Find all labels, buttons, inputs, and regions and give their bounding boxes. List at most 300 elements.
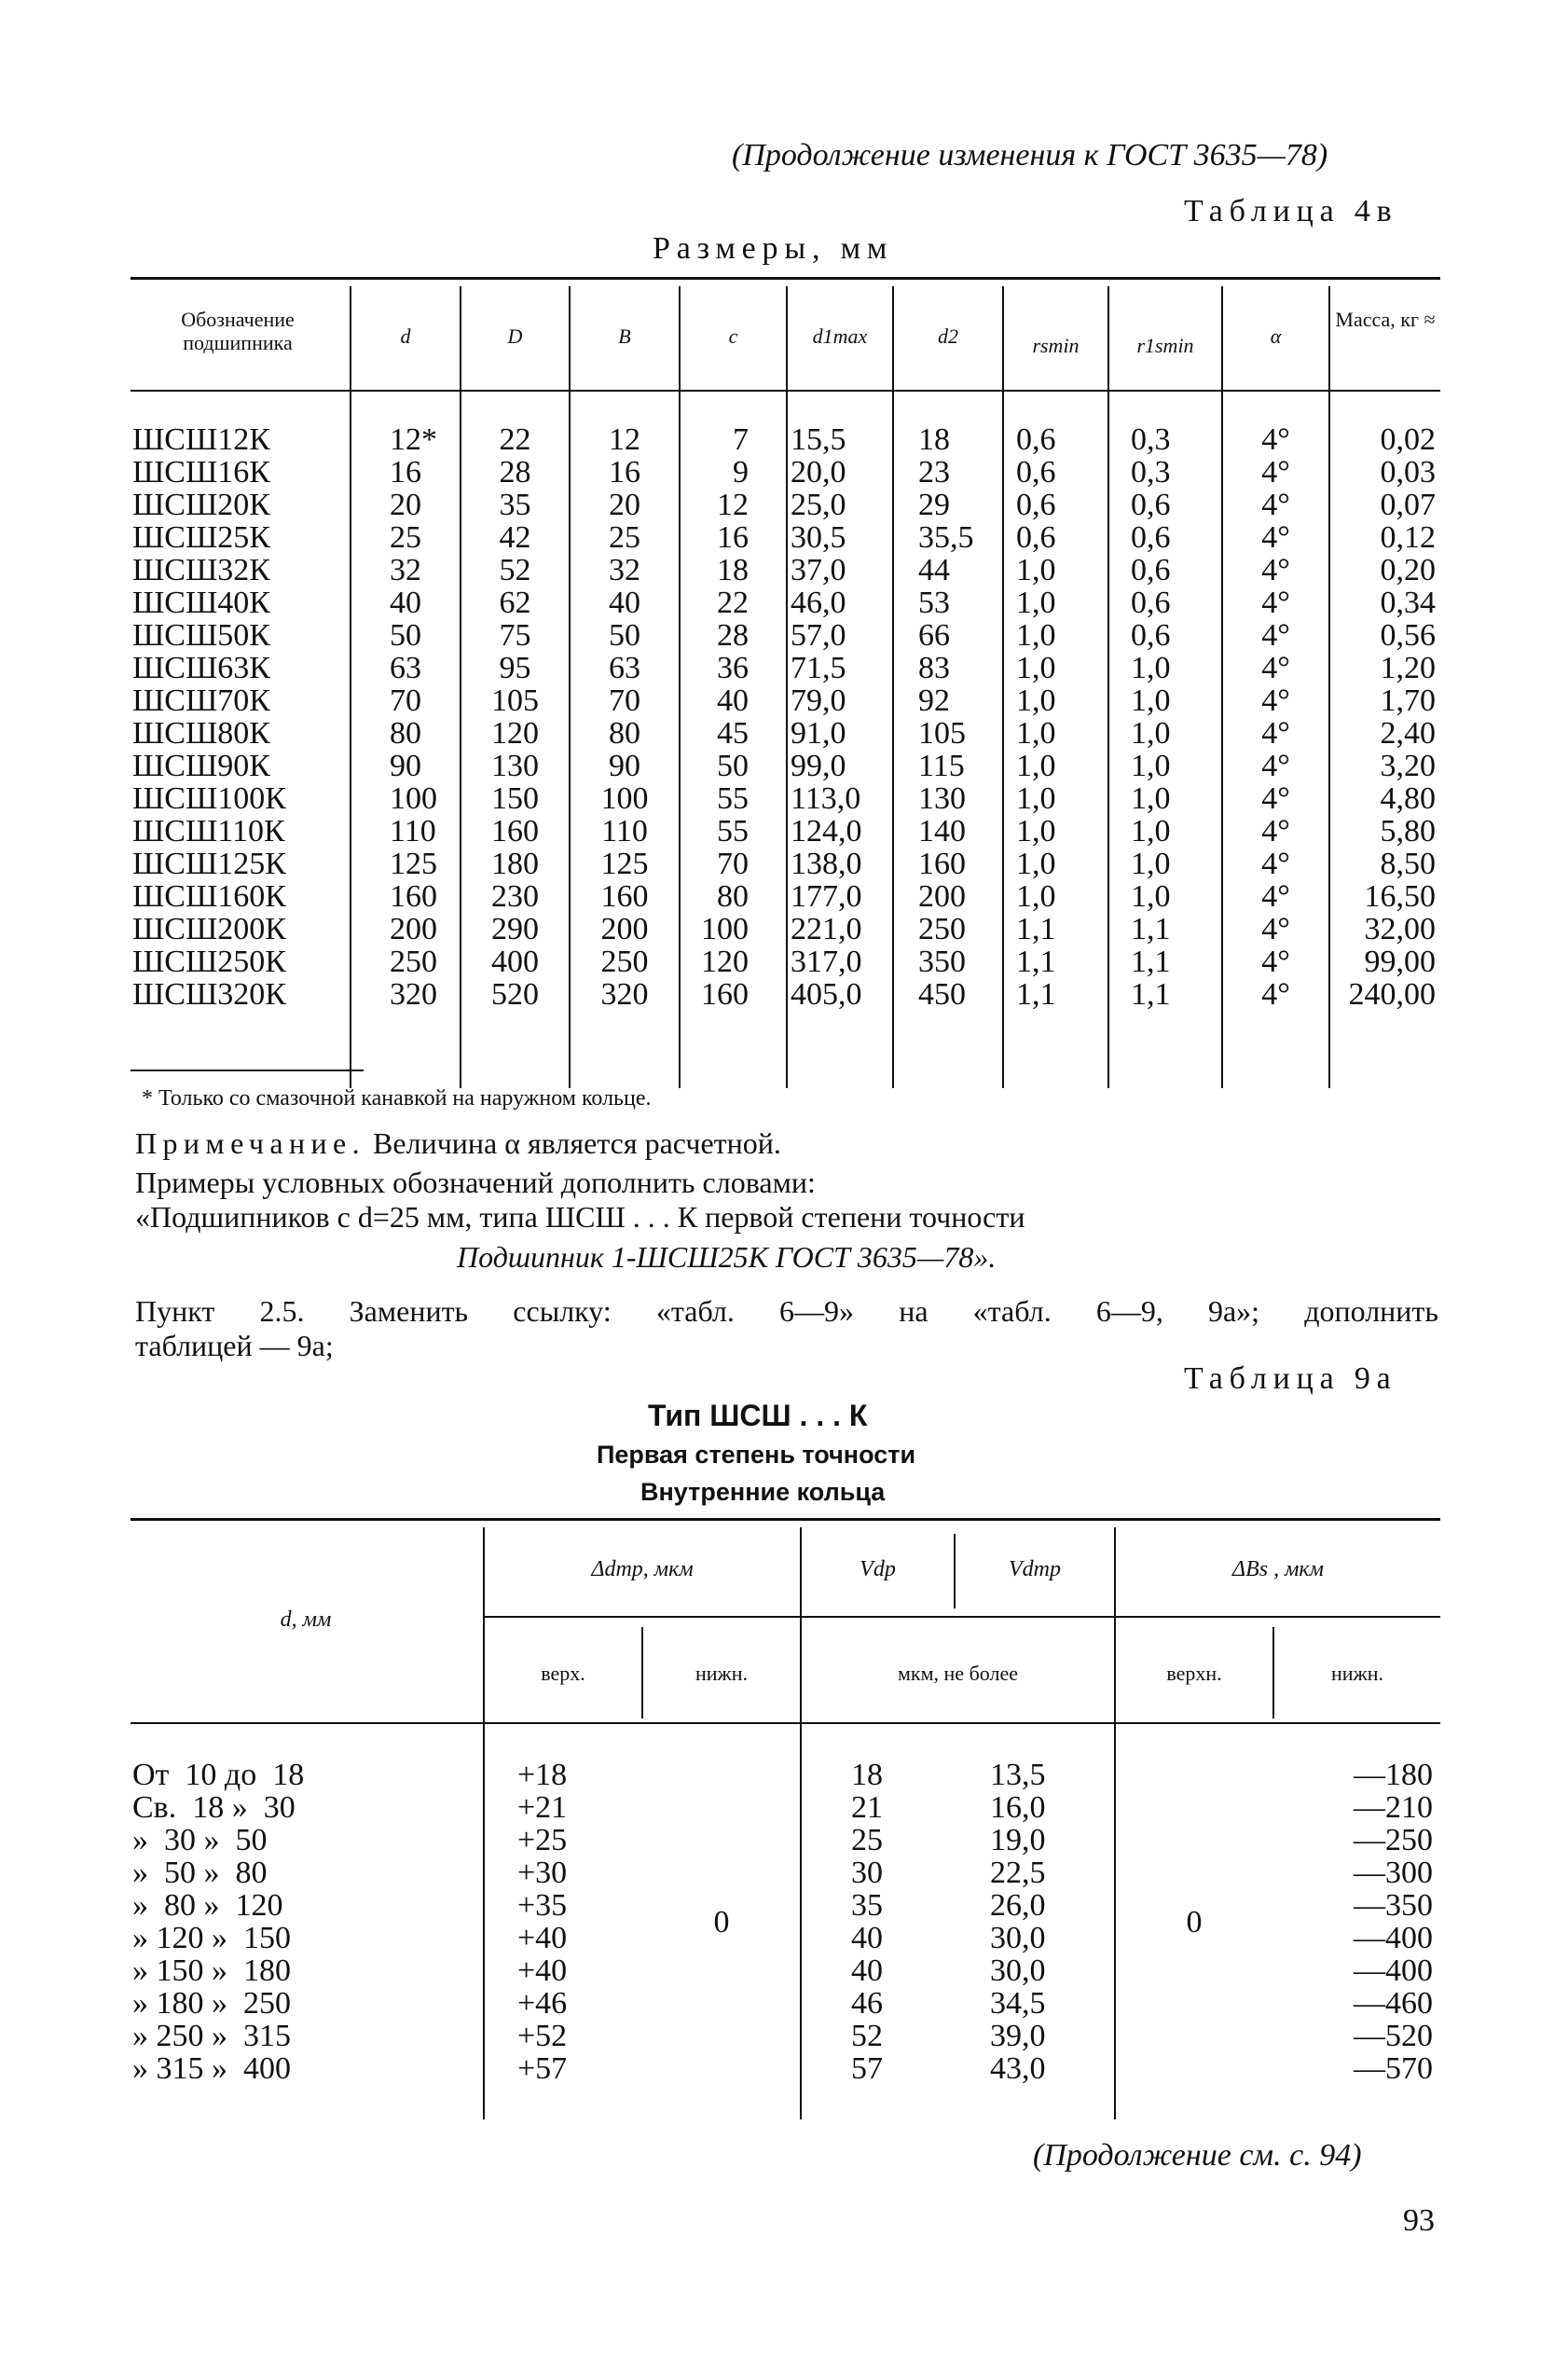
table-cell: Св. 18 » 30 (132, 1790, 296, 1825)
table-cell: 110 (390, 814, 436, 849)
table-cell: 2,40 (1380, 716, 1436, 751)
table-cell: 16 (609, 455, 640, 490)
table-cell: 100 (701, 912, 749, 946)
table-cell: 0,02 (1380, 422, 1436, 457)
table-cell: 150 (491, 781, 539, 816)
table-cell: —180 (1354, 1758, 1433, 1792)
table-cell: 0,07 (1380, 488, 1436, 522)
table-cell: 320 (390, 977, 437, 1012)
table-cell: 1,0 (1131, 814, 1171, 849)
mass-column (1330, 423, 1436, 1011)
page-number: 93 (1403, 2203, 1435, 2238)
table4-label: Таблица 4в (1184, 194, 1398, 228)
table-cell: 4° (1261, 716, 1290, 751)
table-cell: 200 (600, 912, 649, 946)
table-cell: 4° (1261, 879, 1290, 914)
col-header-d2: d2 (938, 324, 958, 348)
table-cell: +21 (517, 1790, 568, 1825)
table-cell: 30,0 (990, 1921, 1046, 1955)
examples-line-1: Примеры условных обозначений дополнить словами: (135, 1166, 816, 1199)
table-cell: 40 (717, 683, 749, 718)
table-cell: 4° (1261, 586, 1290, 620)
table-cell: 83 (918, 651, 950, 685)
table-cell: 200 (390, 912, 437, 946)
table-cell: 0,6 (1016, 422, 1056, 457)
table-cell: 25 (609, 520, 640, 555)
continuation-footer: (Продолжение см. с. 94) (1033, 2138, 1362, 2173)
vdmp-column (990, 1759, 1107, 2085)
table-cell: 1,1 (1016, 977, 1056, 1012)
table-cell: 520 (491, 977, 539, 1012)
table-cell: 57 (851, 2051, 883, 2086)
col-header-D: D (507, 324, 523, 348)
table-cell: 180 (491, 847, 539, 881)
table9a-subheader-rule (485, 1616, 1440, 1618)
table-cell: 4,80 (1380, 781, 1436, 816)
table-cell: ШСШ12К (132, 422, 270, 457)
table-cell: 110 (601, 814, 648, 849)
continuation-header: (Продолжение изменения к ГОСТ 3635—78) (732, 138, 1328, 173)
table-cell: 160 (600, 879, 649, 914)
d1max-column (791, 423, 891, 1011)
table-cell: 40 (851, 1953, 883, 1988)
table-cell: 91,0 (791, 716, 846, 751)
header-upper: верх. (541, 1662, 585, 1685)
table-cell: +52 (517, 2019, 568, 2053)
punkt-line-1: Пункт 2.5. Заменить ссылку: «табл. 6—9» на «табл. 6—9, 9а»; дополнить (135, 1294, 1438, 1328)
table-cell: 120 (491, 716, 539, 751)
table4-col-divider (892, 286, 894, 1088)
table-cell: ШСШ32К (132, 553, 270, 587)
table-cell: 140 (918, 814, 966, 849)
table-cell: —210 (1354, 1790, 1433, 1825)
table-cell: 124,0 (791, 814, 862, 849)
table-cell: 80 (717, 879, 749, 914)
table-cell: 0,6 (1016, 520, 1056, 555)
table-cell: +46 (517, 1986, 568, 2021)
table-cell: 28 (717, 618, 749, 653)
table-cell: 15,5 (791, 422, 846, 457)
table-cell: 50 (609, 618, 640, 653)
vdp-column (802, 1759, 932, 2085)
table-cell: 52 (499, 553, 531, 587)
table-cell: 40 (609, 586, 640, 620)
table-cell: 0,6 (1016, 488, 1056, 522)
table-cell: 400 (491, 945, 539, 979)
table4-col-divider (350, 286, 351, 1088)
table-cell: 7 (733, 422, 749, 457)
table9a-col-divider (483, 1527, 485, 2119)
table-cell: 230 (491, 879, 539, 914)
table-cell: 28 (499, 455, 531, 490)
table-cell: 0,6 (1131, 488, 1171, 522)
table-cell: 18 (851, 1758, 883, 1792)
table-cell: 120 (701, 945, 749, 979)
table-cell: » 180 » 250 (132, 1986, 291, 2021)
table-cell: 52 (851, 2019, 883, 2053)
header-vdmp: Vdmp (1009, 1557, 1061, 1581)
col-header-B: B (618, 324, 631, 348)
table-cell: +40 (517, 1921, 568, 1955)
table-cell: —300 (1354, 1856, 1433, 1890)
table-cell: 32,00 (1364, 912, 1436, 946)
table9a-title-2: Первая степень точности (597, 1441, 916, 1469)
table-cell: 16,50 (1364, 879, 1436, 914)
rsmin-column (1016, 423, 1107, 1011)
table-cell: 100 (390, 781, 437, 816)
table-cell: 1,0 (1016, 847, 1056, 881)
table-cell: 21 (851, 1790, 883, 1825)
table-cell: 4° (1261, 422, 1290, 457)
d-column (390, 423, 460, 1011)
table-cell: 4° (1261, 977, 1290, 1012)
table-cell: 0,20 (1380, 553, 1436, 587)
table-cell: ШСШ100К (132, 781, 286, 816)
table-cell: 46 (851, 1986, 883, 2021)
table-cell: 3,20 (1380, 749, 1436, 783)
note-label: Примечание. (135, 1126, 366, 1160)
table-cell: ШСШ250К (132, 945, 286, 979)
col-header-mass: Масса, кг ≈ (1335, 308, 1436, 331)
table-cell: 34,5 (990, 1986, 1046, 2021)
table-cell: 23 (918, 455, 950, 490)
table-cell: 43,0 (990, 2051, 1046, 2086)
table-cell: 1,0 (1016, 618, 1056, 653)
table-cell: —400 (1354, 1953, 1433, 1988)
table-cell: 22 (717, 586, 749, 620)
header-lower2: нижн. (1330, 1662, 1384, 1685)
table-cell: 320 (600, 977, 649, 1012)
table-cell: 30,0 (990, 1953, 1046, 1988)
table-cell: 160 (390, 879, 437, 914)
table-cell: 4° (1261, 618, 1290, 653)
table-cell: ШСШ40К (132, 586, 270, 620)
col-header-d1max: d1max (812, 324, 868, 348)
table4-top-rule (131, 277, 1440, 280)
table-cell: 0,12 (1380, 520, 1436, 555)
table-cell: 1,0 (1131, 879, 1171, 914)
table4-col-divider (1107, 286, 1109, 1088)
table-cell: 18 (717, 553, 749, 587)
table-cell: 44 (918, 553, 950, 587)
table-cell: 42 (499, 520, 531, 555)
table-cell: 4° (1261, 553, 1290, 587)
table-cell: ШСШ200К (132, 912, 286, 946)
table-cell: 1,0 (1016, 586, 1056, 620)
table-cell: 1,1 (1016, 912, 1056, 946)
table-cell: 16 (717, 520, 749, 555)
table-cell: 70 (390, 683, 421, 718)
header-delta-bs: ΔBs , мкм (1232, 1557, 1324, 1581)
table-cell: 125 (390, 847, 437, 881)
note-text: Величина α является расчетной. (373, 1126, 781, 1160)
table-cell: 130 (918, 781, 966, 816)
table-cell: —350 (1354, 1888, 1433, 1923)
table-cell: 90 (390, 749, 421, 783)
table-cell: 317,0 (791, 945, 862, 979)
table-cell: 99,0 (791, 749, 846, 783)
header-upper2: верхн. (1166, 1662, 1222, 1685)
table-cell: 4° (1261, 683, 1290, 718)
table-cell: ШСШ90К (132, 749, 270, 783)
table-cell: 57,0 (791, 618, 846, 653)
table-cell: 37,0 (791, 553, 846, 587)
table-cell: 40 (390, 586, 421, 620)
table4-title: Размеры, мм (653, 231, 894, 266)
table-cell: » 120 » 150 (132, 1921, 291, 1955)
table-cell: 0,3 (1131, 422, 1171, 457)
table-cell: 36 (717, 651, 749, 685)
table-cell: 0,56 (1380, 618, 1436, 653)
table-cell: 50 (390, 618, 421, 653)
table-cell: 160 (701, 977, 749, 1012)
table-cell: 1,0 (1131, 781, 1171, 816)
d2-column (918, 423, 1002, 1011)
table-cell: 39,0 (990, 2019, 1046, 2053)
table-cell: 4° (1261, 488, 1290, 522)
table-cell: 63 (609, 651, 640, 685)
table-cell: 250 (390, 945, 437, 979)
examples-line-3: Подшипник 1-ШСШ25К ГОСТ 3635—78». (457, 1240, 997, 1274)
col-header-r1smin: r1smin (1136, 334, 1194, 357)
table-cell: 1,0 (1016, 814, 1056, 849)
table-cell: 13,5 (990, 1758, 1046, 1792)
table9a-col-divider (1114, 1527, 1116, 2119)
c-column (681, 423, 749, 1011)
table-cell: 70 (717, 847, 749, 881)
table-cell: 79,0 (791, 683, 846, 718)
table-cell: 0,6 (1131, 520, 1171, 555)
table9a-header-rule (131, 1722, 1440, 1724)
table-cell: 1,0 (1016, 553, 1056, 587)
table-cell: 12 (717, 488, 749, 522)
table-cell: 0,6 (1016, 455, 1056, 490)
table-cell: —460 (1354, 1986, 1433, 2021)
header-lower: нижн. (695, 1662, 749, 1685)
table-cell: 1,0 (1131, 651, 1171, 685)
table-cell: 450 (918, 977, 966, 1012)
table4-col-divider (1002, 286, 1004, 1088)
table-cell: +30 (517, 1856, 568, 1890)
dmp-upper-column (517, 1759, 629, 2085)
table-cell: 1,1 (1131, 945, 1171, 979)
table-cell: 55 (717, 781, 749, 816)
table-cell: 25,0 (791, 488, 846, 522)
table-cell: 71,5 (791, 651, 846, 685)
table-cell: 1,1 (1131, 977, 1171, 1012)
table-cell: 4° (1261, 847, 1290, 881)
table-cell: 4° (1261, 520, 1290, 555)
bs-lower-column (1274, 1759, 1433, 2085)
table-cell: ШСШ50К (132, 618, 270, 653)
table-cell: 125 (600, 847, 649, 881)
table-cell: 113,0 (791, 781, 861, 816)
table-cell: 22,5 (990, 1856, 1046, 1890)
table-cell: 1,0 (1131, 749, 1171, 783)
table-cell: 40 (851, 1921, 883, 1955)
table-cell: 0,6 (1131, 553, 1171, 587)
alpha-column (1223, 423, 1328, 1011)
table-cell: 35 (499, 488, 531, 522)
table-cell: 25 (390, 520, 421, 555)
table-cell: 250 (600, 945, 649, 979)
table4-bottom-rule (131, 1070, 364, 1071)
table-cell: 8,50 (1380, 847, 1436, 881)
examples-line-2: «Подшипников с d=25 мм, типа ШСШ . . . К первой степени точности (135, 1200, 1025, 1234)
table-cell: 177,0 (791, 879, 862, 914)
table-cell: 80 (390, 716, 421, 751)
table-cell: 75 (499, 618, 531, 653)
dmp-lower-value: 0 (713, 1905, 730, 1939)
table4-col-divider (786, 286, 788, 1088)
table-cell: ШСШ16К (132, 455, 270, 490)
table-cell: 1,20 (1380, 651, 1436, 685)
table-cell: 4° (1261, 651, 1290, 685)
table-cell: 1,0 (1016, 716, 1056, 751)
table-cell: 1,0 (1016, 651, 1056, 685)
r1smin-column (1131, 423, 1221, 1011)
table-cell: 138,0 (791, 847, 862, 881)
table-cell: ШСШ160К (132, 879, 286, 914)
table-cell: 4° (1261, 912, 1290, 946)
table-cell: 9 (733, 455, 749, 490)
table-cell: 1,1 (1131, 912, 1171, 946)
col-header-rsmin: rsmin (1032, 334, 1080, 357)
table-cell: 1,0 (1131, 847, 1171, 881)
col-header-alpha: α (1270, 324, 1282, 348)
table-cell: —250 (1354, 1823, 1433, 1857)
table-cell: —570 (1354, 2051, 1433, 2086)
table-cell: 90 (609, 749, 640, 783)
table-cell: 99,00 (1364, 945, 1436, 979)
table-cell: 290 (491, 912, 539, 946)
col-header-c: c (728, 324, 738, 348)
table-cell: 100 (600, 781, 649, 816)
table-cell: ШСШ320К (132, 977, 286, 1012)
table-cell: ШСШ125К (132, 847, 286, 881)
table-cell: 0,03 (1380, 455, 1436, 490)
table-cell: +18 (517, 1758, 568, 1792)
table-cell: 35,5 (918, 520, 974, 555)
table-cell: 240,00 (1348, 977, 1436, 1012)
table-cell: 4° (1261, 945, 1290, 979)
table-cell: 12 (609, 422, 640, 457)
table-cell: 1,0 (1016, 879, 1056, 914)
table-cell: 16,0 (990, 1790, 1046, 1825)
table-cell: 35 (851, 1888, 883, 1923)
col-header-designation: Обозначение подшипника (181, 308, 295, 355)
table-cell: 32 (609, 553, 640, 587)
table-cell: От 10 до 18 (132, 1758, 305, 1792)
table-cell: 55 (717, 814, 749, 849)
table-cell: 4° (1261, 749, 1290, 783)
note-line (135, 1126, 781, 1161)
table-cell: 105 (491, 683, 539, 718)
table-cell: ШСШ20К (132, 488, 270, 522)
table-cell: +57 (517, 2051, 568, 2086)
table-cell: 4° (1261, 814, 1290, 849)
table-cell: —520 (1354, 2019, 1433, 2053)
table-cell: 53 (918, 586, 950, 620)
table-cell: 16 (390, 455, 421, 490)
table-cell: ШСШ25К (132, 520, 270, 555)
table9a-title-1: Тип ШСШ . . . К (648, 1399, 868, 1432)
table-cell: 30 (851, 1856, 883, 1890)
table-cell: 405,0 (791, 977, 862, 1012)
table-cell: 22 (499, 422, 531, 457)
header-mkm-max: мкм, не более (898, 1662, 1018, 1685)
table-cell: 80 (609, 716, 640, 751)
table-cell: 160 (491, 814, 539, 849)
table-cell: 1,0 (1131, 683, 1171, 718)
table-cell: 62 (499, 586, 531, 620)
table-cell: 4° (1261, 781, 1290, 816)
table-cell: 12* (390, 422, 437, 457)
table-cell: » 80 » 120 (132, 1888, 283, 1923)
table-cell: 19,0 (990, 1823, 1046, 1857)
header-delta-dmp: Δdmp, мкм (591, 1557, 694, 1581)
table9a-top-rule (131, 1518, 1440, 1521)
table-cell: 30,5 (791, 520, 846, 555)
table-cell: 46,0 (791, 586, 846, 620)
table-cell: 105 (918, 716, 966, 751)
table-cell: 63 (390, 651, 421, 685)
table-cell: —400 (1354, 1921, 1433, 1955)
table-cell: 221,0 (791, 912, 862, 946)
table-cell: 0,6 (1131, 586, 1171, 620)
bs-upper-value: 0 (1186, 1905, 1203, 1939)
table-cell: +35 (517, 1888, 568, 1923)
table-cell: 350 (918, 945, 966, 979)
table-cell: 32 (390, 553, 421, 587)
table-cell: 92 (918, 683, 950, 718)
table-cell: 130 (491, 749, 539, 783)
table-cell: 0,6 (1131, 618, 1171, 653)
table-cell: 1,1 (1016, 945, 1056, 979)
table-cell: +25 (517, 1823, 568, 1857)
table-cell: 29 (918, 488, 950, 522)
designation-column (132, 423, 347, 1011)
table-cell: 1,0 (1016, 749, 1056, 783)
table-cell: » 30 » 50 (132, 1823, 268, 1857)
table9a-title-3: Внутренние кольца (640, 1478, 886, 1506)
table-cell: ШСШ80К (132, 716, 270, 751)
table-cell: 115 (918, 749, 965, 783)
table-cell: 70 (609, 683, 640, 718)
header-vdp: Vdp (860, 1557, 896, 1581)
table-cell: 5,80 (1380, 814, 1436, 849)
D-column (461, 423, 569, 1011)
table-cell: 95 (499, 651, 531, 685)
table-cell: » 50 » 80 (132, 1856, 268, 1890)
table-cell: 25 (851, 1823, 883, 1857)
table-cell: 1,0 (1016, 781, 1056, 816)
table-cell: 0,34 (1380, 586, 1436, 620)
table-cell: 1,0 (1131, 716, 1171, 751)
col-header-d: d (400, 324, 411, 348)
table-cell: 66 (918, 618, 950, 653)
table-cell: 26,0 (990, 1888, 1046, 1923)
table-cell: 50 (717, 749, 749, 783)
table-cell: 20,0 (791, 455, 846, 490)
table-cell: 20 (390, 488, 421, 522)
table-cell: +40 (517, 1953, 568, 1988)
table-cell: 250 (918, 912, 966, 946)
table-cell: 200 (918, 879, 966, 914)
table-cell: » 250 » 315 (132, 2019, 291, 2053)
table-cell: » 150 » 180 (132, 1953, 291, 1988)
d-range-column (132, 1759, 477, 2085)
